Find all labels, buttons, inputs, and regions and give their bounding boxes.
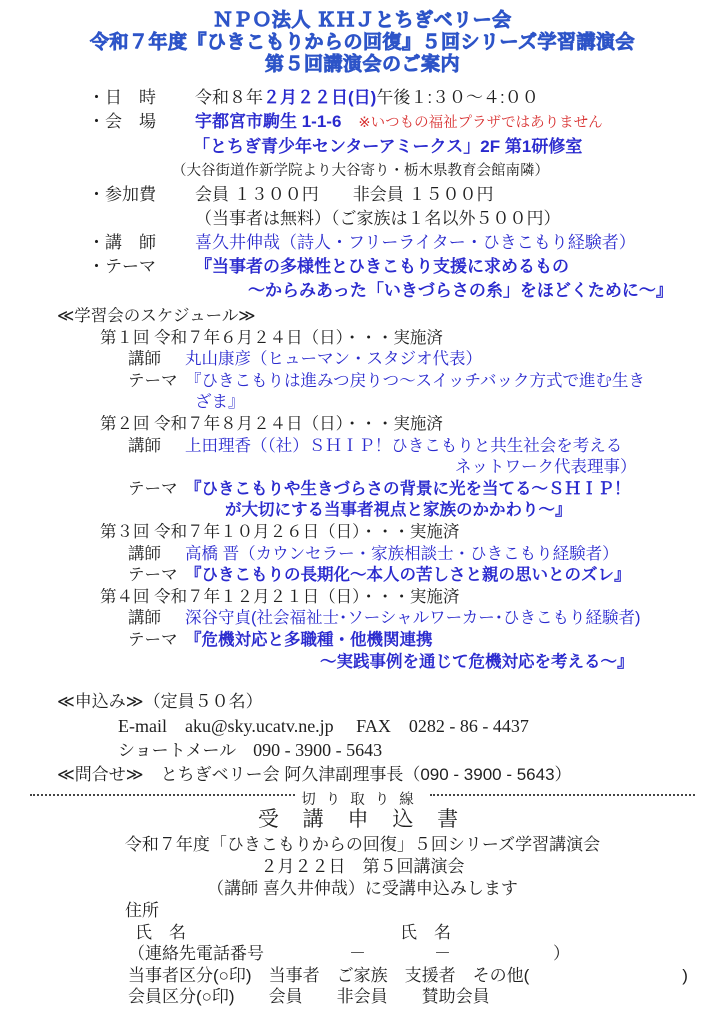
form-title: 受 講 申 込 書 bbox=[257, 808, 468, 831]
fee-note: （当事者は無料）（ご家族は１名以外５００円） bbox=[195, 209, 561, 228]
venue-building-row bbox=[0, 135, 725, 159]
venue-address: 宇都宮市駒生 1-1-6 bbox=[195, 112, 342, 131]
session1-theme-2: ざま』 bbox=[195, 393, 245, 412]
name-label-2: 氏 名 bbox=[400, 922, 451, 942]
title-line-2: 令和７年度『ひきこもりからの回復』５回シリーズ学習講演会 bbox=[89, 32, 636, 53]
theme-line-1: 『当事者の多様性とひきこもり支援に求めるもの bbox=[195, 257, 569, 276]
lecturer-label: ・講 師 bbox=[88, 233, 156, 252]
apply-email-row bbox=[0, 714, 725, 738]
form-member-row bbox=[0, 986, 725, 1008]
contact-info: ≪問合せ≫ とちぎベリー会 阿久津副理事長（090 - 3900 - 5643） bbox=[57, 765, 572, 784]
session3-theme-1: 『ひきこもりの長期化～本人の苦しさと親の思いとのズレ』 bbox=[185, 566, 631, 585]
session1-date: 第１回 令和７年６月２４日（日）・・・実施済 bbox=[100, 328, 443, 347]
session4-theme-row-2 bbox=[0, 652, 725, 674]
session1-theme-label: テーマ bbox=[128, 371, 178, 390]
form-address-row bbox=[0, 900, 725, 922]
sms-number: 090 - 3900 - 5643 bbox=[253, 740, 383, 760]
venue-building: 「とちぎ青少年センターアミークス」2F 第1研修室 bbox=[193, 137, 583, 156]
session2-lecturer-2: ネットワーク代表理事） bbox=[455, 458, 637, 477]
form-name-row bbox=[0, 922, 725, 944]
cut-line bbox=[30, 788, 695, 808]
venue-label: ・会 場 bbox=[88, 112, 156, 131]
participant-categories: 当事者区分(○印) 当事者 ご家族 支援者 その他( ) bbox=[128, 965, 688, 985]
contact-row bbox=[0, 763, 725, 787]
cut-line-dots-right bbox=[430, 794, 695, 796]
session1-lecturer-label: 講師 bbox=[128, 350, 161, 369]
session3-theme-label: テーマ bbox=[128, 566, 178, 585]
cut-line-label: 切り取り線 bbox=[301, 791, 424, 808]
session2-lecturer-row bbox=[0, 436, 725, 458]
session2-theme-row-2 bbox=[0, 500, 725, 522]
name-label-1: 氏 名 bbox=[135, 922, 186, 942]
theme-row-2 bbox=[0, 279, 725, 303]
venue-warning: ※いつもの福祉プラザではありません bbox=[358, 115, 603, 131]
session2-lecturer: 上田理香（（社）ＳＨＩＰ！ひきこもりと共生社会を考える bbox=[185, 436, 623, 455]
datetime-row bbox=[0, 86, 725, 110]
form-date-line: ２月２２日 第５回講演会 bbox=[260, 857, 465, 876]
fee-label: ・参加費 bbox=[88, 185, 156, 204]
session4-theme-label: テーマ bbox=[128, 630, 178, 649]
address-label: 住所 bbox=[125, 901, 159, 920]
session3-theme-row bbox=[0, 565, 725, 587]
venue-directions: （大谷街道作新学院より大谷寄り・栃木県教育会館南隣） bbox=[172, 163, 549, 179]
session4-lecturer-label: 講師 bbox=[128, 609, 161, 628]
lecturer-name: 喜久井伸哉（詩人・フリーライター・ひきこもり経験者） bbox=[195, 233, 636, 252]
form-series-line: 令和７年度「ひきこもりからの回復」５回シリーズ学習講演会 bbox=[124, 835, 601, 854]
apply-heading: ≪申込み≫（定員５０名） bbox=[57, 692, 263, 711]
session2-theme-row bbox=[0, 479, 725, 501]
form-lecturer-line: （講師 喜久井伸哉）に受講申込みします bbox=[207, 879, 518, 898]
fee-note-row bbox=[0, 207, 725, 231]
lecturer-row bbox=[0, 231, 725, 255]
venue-directions-row bbox=[0, 159, 725, 183]
session3-date: 第３回 令和７年１０月２６日（日）・・・実施済 bbox=[100, 522, 460, 541]
session1-lecturer: 丸山康彦（ヒューマン・スタジオ代表） bbox=[185, 350, 482, 369]
session3-lecturer-row bbox=[0, 544, 725, 566]
venue-row bbox=[0, 110, 725, 135]
email-and-fax: E‐mail aku@sky.ucatv.ne.jp FAX 0282 - 86 - 4437 bbox=[118, 716, 529, 736]
datetime-label: ・日 時 bbox=[88, 88, 156, 107]
schedule-section bbox=[0, 306, 725, 673]
session3-lecturer: 高橋 晋（カウンセラー・家族相談士・ひきこもり経験者） bbox=[185, 544, 619, 563]
session2-theme-2: が大切にする当事者視点と家族のかかわり～』 bbox=[225, 501, 572, 520]
session4-theme-2: ～実践事例を通じて危機対応を考える～』 bbox=[320, 652, 634, 671]
apply-sms-row bbox=[0, 738, 725, 763]
datetime-prefix: 令和８年 bbox=[195, 88, 263, 107]
session1-lecturer-row bbox=[0, 349, 725, 371]
session1-theme-1: 『ひきこもりは進みつ戻りつ～スイッチバック方式で進む生き bbox=[185, 371, 646, 390]
phone-label: （連絡先電話番号 － － ） bbox=[128, 944, 570, 963]
fee-text: 会員 １３００円 非会員 １５００円 bbox=[195, 185, 494, 204]
session2-lecturer-row-2 bbox=[0, 457, 725, 479]
cut-line-dots-left bbox=[30, 794, 295, 796]
theme-line-2: ～からみあった「いきづらさの糸」をほどくために～』 bbox=[248, 281, 673, 300]
session4-lecturer: 深谷守貞(社会福祉士･ソーシャルワーカー･ひきこもり経験者) bbox=[185, 609, 641, 628]
session2-theme-1: 『ひきこもりや生きづらさの背景に光を当てる～ＳＨＩＰ！ bbox=[185, 479, 631, 498]
title-line-1: ＮＰＯ法人 ＫＨＪとちぎベリー会 bbox=[213, 10, 512, 31]
theme-row bbox=[0, 255, 725, 279]
session3-lecturer-label: 講師 bbox=[128, 544, 161, 563]
event-info bbox=[0, 86, 725, 303]
application-form bbox=[0, 806, 725, 1008]
apply-section bbox=[0, 690, 725, 787]
event-date: ２月２２日(日) bbox=[263, 88, 377, 107]
session4-theme-row bbox=[0, 630, 725, 652]
sms-label: ショートメール bbox=[118, 741, 237, 760]
session4-lecturer-row bbox=[0, 608, 725, 630]
member-categories: 会員区分(○印) 会員 非会員 賛助会員 bbox=[128, 987, 490, 1006]
flyer-title bbox=[0, 10, 725, 76]
session2-date: 第２回 令和７年８月２４日（日）・・・実施済 bbox=[100, 414, 443, 433]
form-participant-row bbox=[0, 965, 725, 987]
fee-row bbox=[0, 183, 725, 207]
form-phone-row bbox=[0, 943, 725, 965]
session2-lecturer-label: 講師 bbox=[128, 436, 161, 455]
session1-theme-row bbox=[0, 371, 725, 393]
session1-theme-row-2 bbox=[0, 392, 725, 414]
title-line-3: 第５回講演会のご案内 bbox=[264, 54, 460, 75]
session2-theme-label: テーマ bbox=[128, 479, 178, 498]
theme-label: ・テーマ bbox=[88, 257, 156, 276]
session4-date: 第４回 令和７年１２月２１日（日）・・・実施済 bbox=[100, 587, 460, 606]
schedule-heading: ≪学習会のスケジュール≫ bbox=[57, 307, 256, 325]
datetime-time: 午後１:３０～４:００ bbox=[376, 88, 539, 107]
session4-theme-1: 『危機対応と多職種・他機関連携 bbox=[185, 630, 433, 649]
